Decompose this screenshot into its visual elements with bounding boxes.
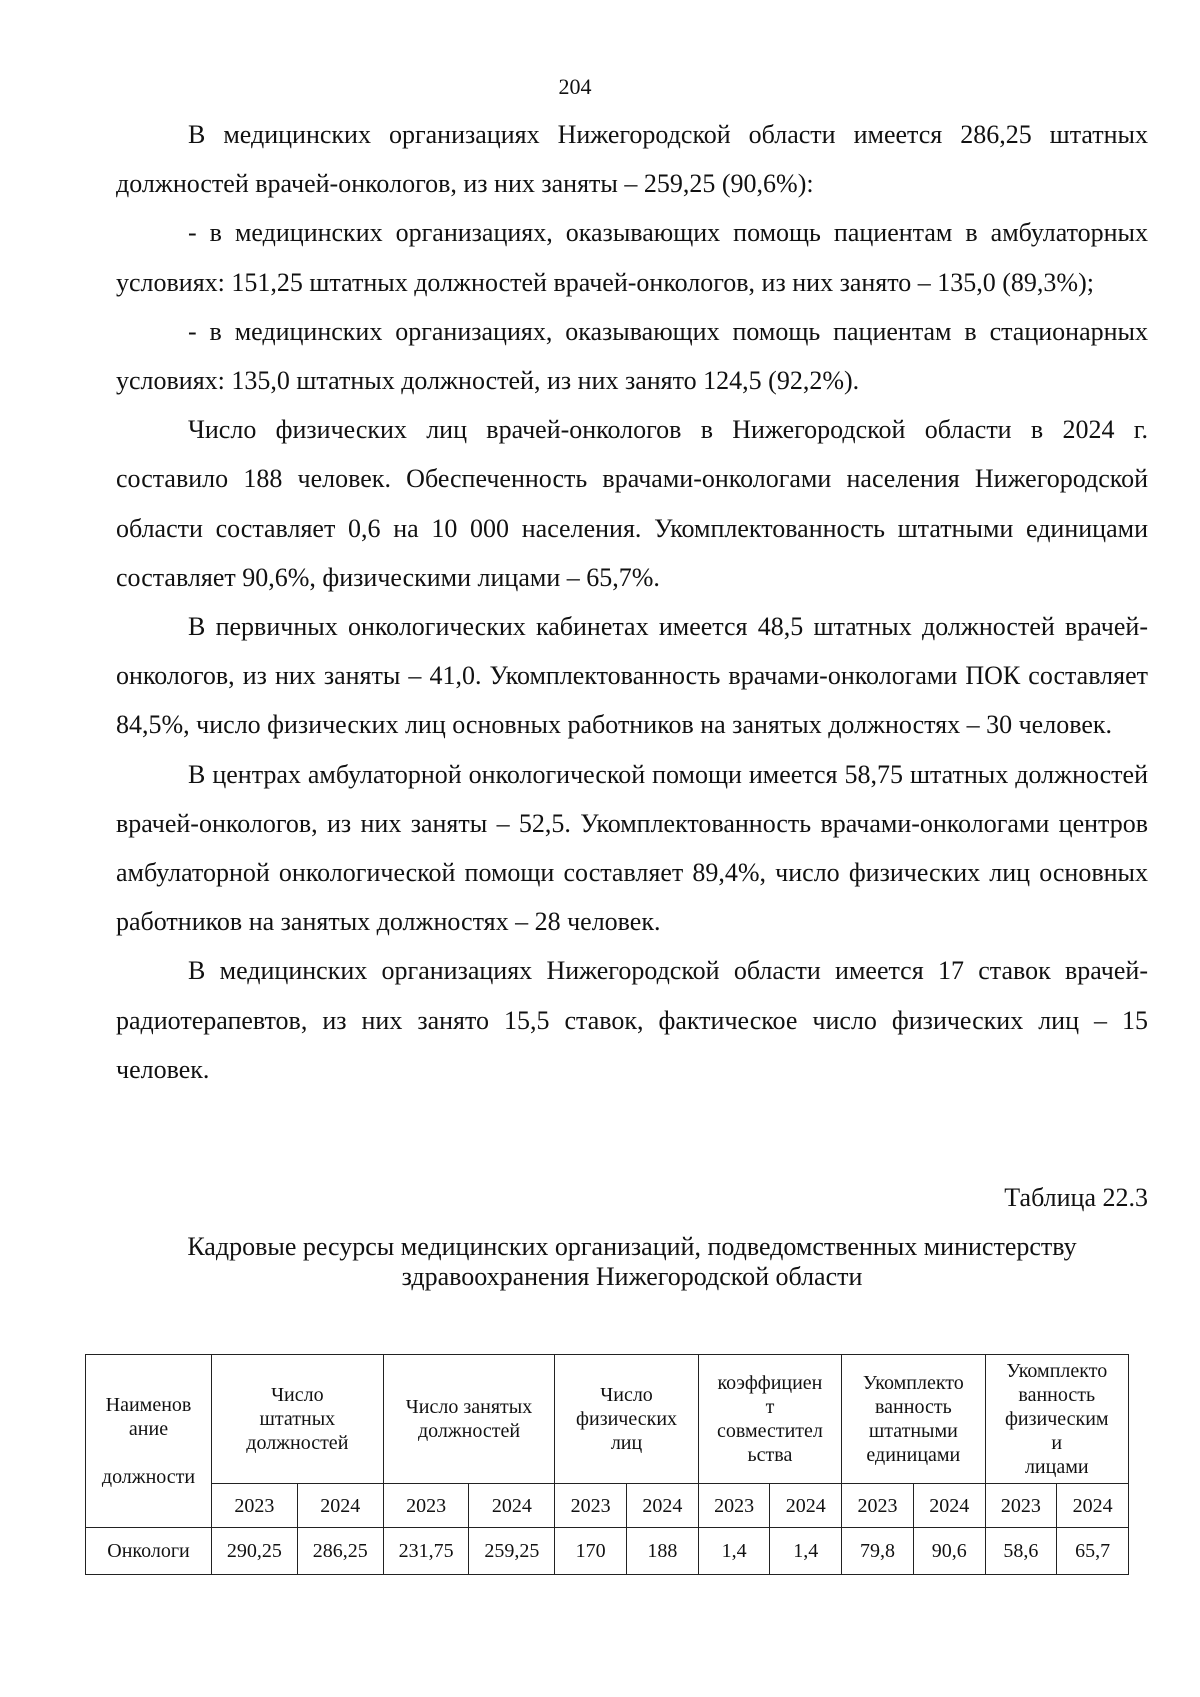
header-text: Наименов xyxy=(105,1394,192,1416)
header-text: Укомплекто xyxy=(862,1372,964,1394)
table-caption: Таблица 22.3 xyxy=(1004,1183,1148,1212)
year-header: 2024 xyxy=(297,1484,383,1528)
year-header: 2024 xyxy=(627,1484,699,1528)
table-cell: 90,6 xyxy=(913,1528,985,1575)
year-header: 2023 xyxy=(212,1484,298,1528)
header-text: лицами xyxy=(1024,1456,1089,1478)
year-header: 2024 xyxy=(770,1484,842,1528)
header-text: штатными xyxy=(868,1420,958,1442)
column-header-name xyxy=(86,1355,212,1528)
body-text xyxy=(116,110,1148,1094)
header-text: и xyxy=(1051,1432,1063,1454)
year-header: 2024 xyxy=(469,1484,555,1528)
header-text: Число занятых xyxy=(405,1396,533,1418)
table-year-row xyxy=(86,1484,1129,1528)
staff-table xyxy=(85,1354,1129,1575)
column-header-group xyxy=(212,1355,384,1484)
header-text: физическим xyxy=(1004,1408,1109,1430)
paragraph: - в медицинских организациях, оказывающих помощь пациентам в амбулаторных условиях: 151,25 штатных должностей врачей-онкологов, из них занято – 135,0 (89,3%); xyxy=(116,218,1148,297)
year-header: 2023 xyxy=(383,1484,469,1528)
paragraph: В первичных онкологических кабинетах имеется 48,5 штатных должностей врачей-онкологов, из них заняты – 41,0. Укомплектованность врачами-онкологами ПОК составляет 84,5%, число физических лиц основных работников на занятых должностях – 30 человек. xyxy=(116,612,1148,740)
header-text: лиц xyxy=(610,1432,643,1454)
table-title: Кадровые ресурсы медицинских организаций, подведомственных министерству здравоохранения Нижегородской области xyxy=(187,1232,1077,1291)
header-text: т xyxy=(765,1396,775,1418)
year-header: 2023 xyxy=(985,1484,1057,1528)
year-header: 2024 xyxy=(913,1484,985,1528)
header-text: совместител xyxy=(716,1420,823,1442)
header-text: должностей xyxy=(246,1432,349,1454)
header-text: ание xyxy=(128,1418,169,1440)
table-cell: 170 xyxy=(555,1528,627,1575)
paragraph: В медицинских организациях Нижегородской области имеется 286,25 штатных должностей врачей-онкологов, из них заняты – 259,25 (90,6%): xyxy=(116,120,1148,199)
table-cell: 79,8 xyxy=(842,1528,914,1575)
table-cell: 1,4 xyxy=(698,1528,770,1575)
header-text: физических xyxy=(576,1408,678,1430)
paragraph: В центрах амбулаторной онкологической помощи имеется 58,75 штатных должностей врачей-онкологов, из них заняты – 52,5. Укомплектованность врачами-онкологами центров амбулаторной онкологической помощи составляет 89,4%, число физических лиц основных работников на занятых должностях – 28 человек. xyxy=(116,759,1148,937)
year-header: 2024 xyxy=(1057,1484,1129,1528)
column-header-group xyxy=(383,1355,555,1484)
header-text: ванность xyxy=(1018,1384,1096,1406)
header-text: Число xyxy=(600,1384,653,1406)
column-header-group xyxy=(842,1355,985,1484)
header-text: ванность xyxy=(874,1396,952,1418)
header-text: единицами xyxy=(866,1444,961,1466)
paragraph: - в медицинских организациях, оказывающих помощь пациентам в стационарных условиях: 135,0 штатных должностей, из них занято 124,5 (92,2%). xyxy=(116,316,1148,396)
paragraph: В медицинских организациях Нижегородской области имеется 17 ставок врачей-радиотерапевтов, из них занято 15,5 ставок, фактическое число физических лиц – 15 человек. xyxy=(116,956,1148,1084)
header-text: ьства xyxy=(747,1444,793,1466)
header-text: коэффициен xyxy=(717,1372,823,1394)
table-header-row xyxy=(86,1355,1129,1484)
header-text: штатных xyxy=(259,1408,336,1430)
year-header: 2023 xyxy=(842,1484,914,1528)
year-header: 2023 xyxy=(698,1484,770,1528)
paragraph: Число физических лиц врачей-онкологов в Нижегородской области в 2024 г. составило 188 человек. Обеспеченность врачами-онкологами населения Нижегородской области составляет 0,6 на 10 000 населения. Укомплектованность штатными единицами составляет 90,6%, физическими лицами – 65,7%. xyxy=(116,415,1148,592)
header-text: должностей xyxy=(417,1420,521,1442)
table-cell: 290,25 xyxy=(212,1528,298,1575)
table-cell: 58,6 xyxy=(985,1528,1057,1575)
header-text: Укомплекто xyxy=(1006,1360,1108,1382)
column-header-group xyxy=(555,1355,698,1484)
table-cell: 188 xyxy=(627,1528,699,1575)
page-number: 204 xyxy=(558,74,592,99)
table-cell: 1,4 xyxy=(770,1528,842,1575)
table-row xyxy=(86,1528,1129,1575)
header-text: должности xyxy=(101,1466,196,1488)
table-cell: 231,75 xyxy=(383,1528,469,1575)
table-cell: 286,25 xyxy=(297,1528,383,1575)
table-cell: 259,25 xyxy=(469,1528,555,1575)
row-name-cell: Онкологи xyxy=(86,1528,212,1575)
header-text: Число xyxy=(271,1384,324,1406)
column-header-group xyxy=(698,1355,841,1484)
column-header-group xyxy=(985,1355,1128,1484)
table-cell: 65,7 xyxy=(1057,1528,1129,1575)
year-header: 2023 xyxy=(555,1484,627,1528)
